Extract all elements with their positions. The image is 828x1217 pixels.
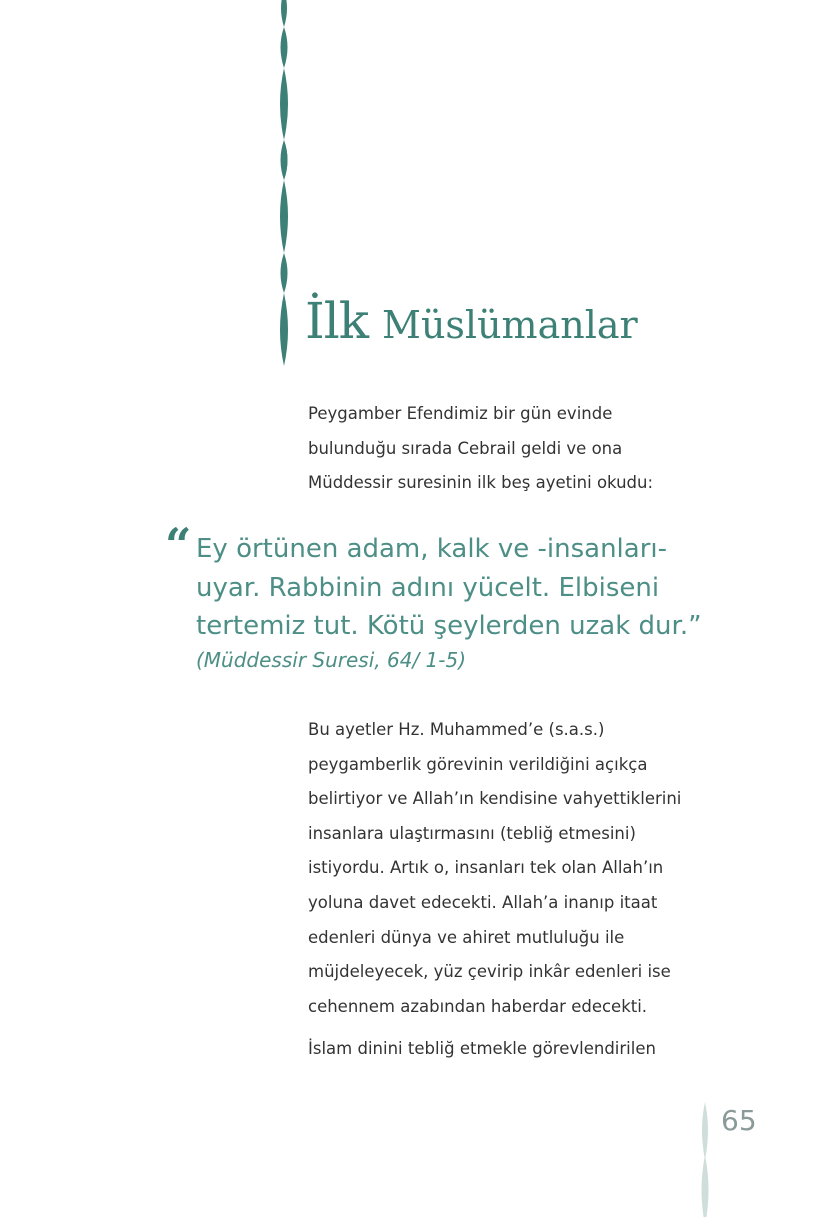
body-paragraph — [308, 713, 681, 1024]
text-line: edenleri dünya ve ahiret mutluluğu ile — [308, 927, 625, 947]
intro-paragraph — [308, 397, 653, 501]
text-line: bulunduğu sırada Cebrail geldi ve ona — [308, 438, 623, 458]
continued-paragraph: İslam dinini tebliğ etmekle görevlendirilen — [308, 1039, 656, 1058]
title-first-word: İlk — [305, 292, 369, 350]
quote-line: Ey örtünen adam, kalk ve -insanları- — [196, 534, 668, 564]
text-line: Bu ayetler Hz. Muhammed’e (s.a.s.) — [308, 720, 605, 739]
text-line: istiyordu. Artık o, insanları tek olan Allah’ın — [308, 858, 664, 878]
text-line: Müddessir suresinin ilk beş ayetini okudu: — [308, 473, 654, 493]
text-line: Peygamber Efendimiz bir gün evinde — [308, 404, 613, 423]
title-rest: Müslümanlar — [382, 303, 638, 347]
quote-source: (Müddessir Suresi, 64/ 1-5) — [196, 648, 467, 672]
text-line: yoluna davet edecekti. Allah’a inanıp itaat — [308, 892, 658, 912]
page-number: 65 — [721, 1104, 757, 1137]
page-ornament-icon — [696, 1100, 714, 1217]
text-line: peygamberlik görevinin verildiğini açıkça — [308, 754, 648, 774]
verse-quote — [196, 530, 702, 646]
text-line: belirtiyor ve Allah’ın kendisine vahyettiklerini — [308, 789, 682, 809]
quote-mark-icon: “ — [165, 518, 192, 572]
bead-ornament-icon — [272, 0, 296, 370]
text-line: insanlara ulaştırmasını (tebliğ etmesini) — [308, 823, 636, 843]
page-title — [305, 292, 638, 350]
text-line: cehennem azabından haberdar edecekti. — [308, 996, 648, 1016]
quote-line: uyar. Rabbinin adını yücelt. Elbiseni — [196, 572, 660, 603]
quote-line: tertemiz tut. Kötü şeylerden uzak dur.” — [196, 611, 702, 641]
text-line: müjdeleyecek, yüz çevirip inkâr edenleri ise — [308, 962, 671, 982]
